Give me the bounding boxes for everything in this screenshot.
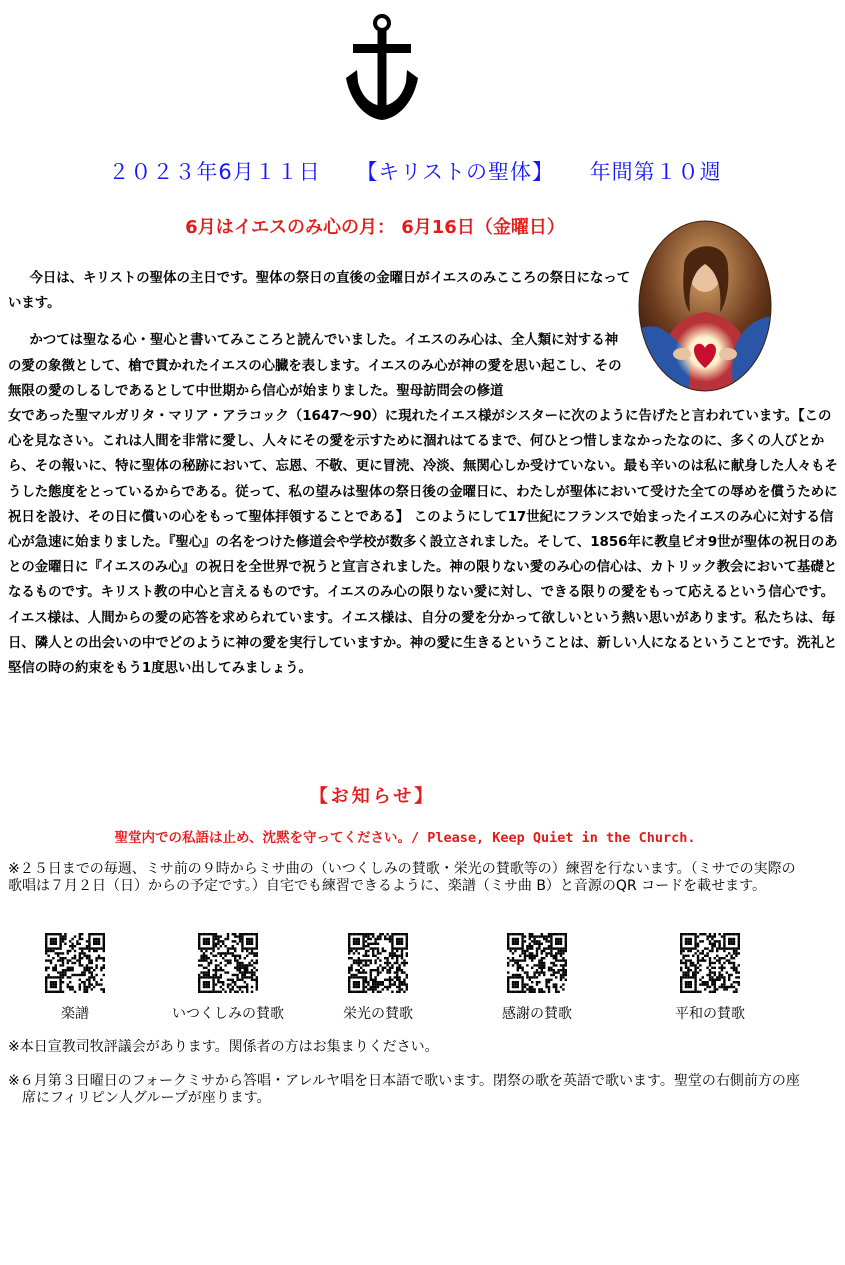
qr-code-icon[interactable]	[348, 933, 408, 993]
qr-label: 栄光の賛歌	[343, 1006, 413, 1022]
qr-label: 平和の賛歌	[675, 1006, 745, 1022]
qr-code-icon[interactable]	[507, 933, 567, 993]
qr-label: 楽譜	[61, 1006, 89, 1022]
qr-label: いつくしみの賛歌	[172, 1006, 284, 1022]
quiet-request: 聖堂内での私語は止め、沈黙を守ってください。/ Please, Keep Quiet in the Church.	[114, 830, 696, 846]
qr-code-icon[interactable]	[680, 933, 740, 993]
title-feast: 【キリストの聖体】	[356, 160, 554, 184]
title-week: 年間第１０週	[589, 160, 722, 184]
qr-item-score[interactable]	[10, 933, 140, 1023]
qr-code-icon[interactable]	[45, 933, 105, 993]
qr-label: 感謝の賛歌	[502, 1006, 572, 1022]
qr-code-icon[interactable]	[198, 933, 258, 993]
notice-folk-mass: ※６月第３日曜日のフォークミサから答唱・アレルヤ唱を日本語で歌います。閉祭の歌を英語で歌います。聖堂の右側前方の座席にフィリピン人グループが座ります。	[8, 1073, 800, 1106]
notices-heading: 【お知らせ】	[309, 786, 436, 807]
qr-item-kyrie[interactable]	[163, 933, 293, 1023]
article-paragraph-1: 今日は、キリストの聖体の主日です。聖体の祭日の直後の金曜日がイエスのみこころの祭日になっています。	[8, 271, 631, 312]
qr-item-gloria[interactable]	[313, 933, 443, 1023]
article-paragraph-2-continued: 女であった聖マルガリタ・マリア・アラコック（1647～90）に現れたイエス様がシスターに次のように告げたと言われています。【この心を見なさい。これは人間を非常に愛し、人々にその愛を示すために涸れはてるまで、何ひとつ惜しまなかったなのに、多くの人びとから、その報いに、特に聖体の秘跡において、忘恩、不敬、更に冒涜、冷淡、無関心しか受けていない。最も辛いのは私に献身した人々もそうした態度をとっているからである。従って、私の望みは聖体の祭日後の金曜日に、わたしが聖体において受けた全ての辱めを償うために祝日を設け、その日に償いの心をもって聖体拝領することである】 このようにして17世紀にフランスで始まったイエスのみ心に対する信心が急速に始まりました。『聖心』の名をつけた修道会や学校が数多く設立されました。そして、1856年に教皇ピオ9世が聖体の祝日のあとの金曜日に『イエスのみ心』の祝日を全世界で祝うと宣言されました。神の限りない愛のみ心の信心は、カトリック教会において基礎となるものです。キリスト教の中心と言えるものです。イエスのみ心の限りない愛に対し、できる限りの愛をもって応えるという信心です。イエス様は、人間からの愛の応答を求められています。イエス様は、自分の愛を分かって欲しいという熱い思いがあります。私たちは、毎日、隣人との出会いの中でどのように神の愛を実行していますか。神の愛に生きるということは、新しい人になるということです。洗礼と堅信の時の約束をもう1度思い出してみましょう。	[8, 409, 838, 677]
notice-practice: ※２５日までの毎週、ミサ前の９時からミサ曲の（いつくしみの賛歌・栄光の賛歌等の）練習を行ないます。（ミサでの実際の歌唱は７月２日（日）からの予定です。）自宅でも練習できるように、楽譜（ミサ曲 B）と音源のQR コードを載せます。	[8, 861, 796, 894]
qr-item-sanctus[interactable]	[472, 933, 602, 1023]
title-date: ２０２３年6月１１日	[108, 160, 321, 184]
subtitle: 6月はイエスのみ心の月： 6月16日（金曜日）	[185, 217, 565, 238]
notice-council: ※本日宣教司牧評議会があります。関係者の方はお集まりください。	[8, 1039, 439, 1055]
article-paragraph-2: かつては聖なる心・聖心と書いてみこころと読んでいました。イエスのみ心は、全人類に対する神の愛の象徴として、槍で貫かれたイエスの心臓を表します。イエスのみ心が神の愛を思い起こし、その無限の愛のしるしであるとして中世期から信心が始まりました。聖母訪問会の修道	[8, 333, 622, 399]
article-body	[8, 266, 838, 681]
page-title	[40, 156, 790, 186]
qr-item-agnus-dei[interactable]	[645, 933, 775, 1023]
anchor-icon	[344, 14, 420, 122]
